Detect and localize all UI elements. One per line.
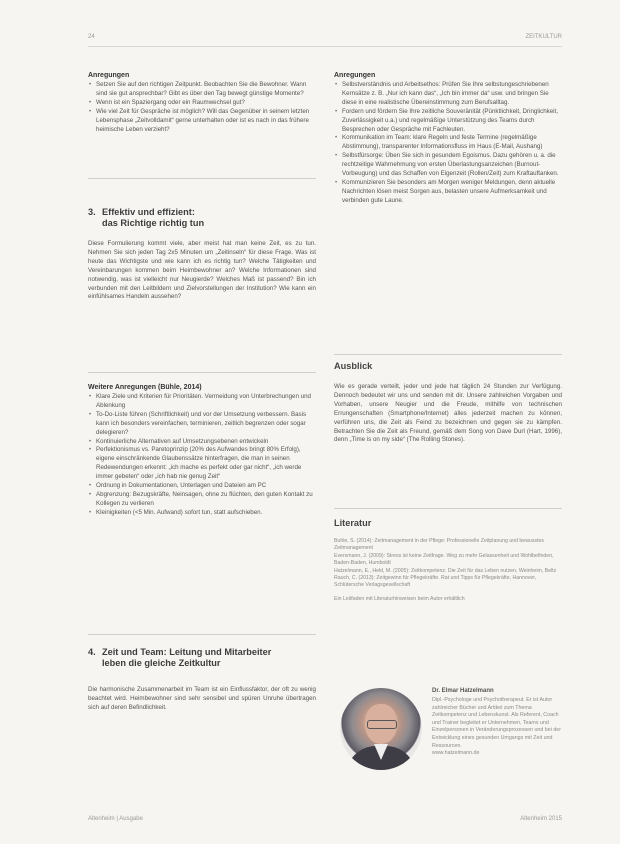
list-item: • Kommunizieren Sie besonders am Morgen weniger Meldungen, denn aktuelle Nachrichten lösen meist Sorgen aus, belasten unsere Aufmerksamkeit und verbinden gute Laune. [342, 179, 562, 206]
right-column [334, 72, 562, 206]
section-title-line1: Zeit und Team: Leitung und Mitarbeiter [102, 647, 272, 657]
list-item: • Ordnung in Dokumentationen, Unterlagen und Dateien am PC [96, 482, 316, 491]
literatur-heading: Literatur [334, 518, 372, 528]
list-item: • Setzen Sie auf den richtigen Zeitpunkt. Beobachten Sie die Bewohner. Wann sind sie gut ansprechbar? Gibt es über den Tag bewegt günstige Momente? [96, 81, 316, 99]
list-item: • Wie viel Zeit für Gespräche ist möglich? Will das Gegenüber in seinem letzten Lebensphase „Zeitvolldamit“ gerne unterhalten oder ist es nach in das frühere heimische Leben verzieht? [96, 108, 316, 135]
running-title: ZEITKULTUR [525, 34, 562, 40]
paragraph: Diese Formulierung kommt viele, aber meist hat man keine Zeit, es zu tun. Nehmen Sie sich jeden Tag 2x5 Minuten um „Zeitinseln“ für diese Frage. Was ist heute das Wichtigste und wie kann ich es richtig tun? Welche Tätigkeiten und Vereinbarungen kommen beim Heimbewohner an? Welche Informationen sind notwendig, was ist vielleicht nur Neugierde? Welches Maß ist passend? Bin ich verbunden mit den Leitbildern und Zielvorstellungen der Institution? Wie kann ein einfühlsames Handeln aussehen? [88, 240, 316, 301]
page-number: 24 [88, 34, 95, 40]
section-title-line2: das Richtige richtig tun [102, 218, 205, 228]
literature-note: Ein Leitfaden mit Literaturhinweisen beim Autor erhältlich [334, 595, 465, 602]
list-item: • Selbstfürsorge: Üben Sie sich in gesundem Egoismus. Dazu gehören u. a. die rechtzeitige Wahrnehmung von ersten Überlastungsanzeichen (Burnout-Vorbeugung) und das Schaffen von Eigenzeit (Rollen/Zeit) zum Kraftauftanken. [342, 152, 562, 179]
author-bio [432, 697, 562, 758]
weitere-anregungen [88, 384, 316, 518]
list-item: • Fordern und fördern Sie Ihre zeitliche Souveränität (Pünktlichkeit, Dringlichkeit, Zuverlässigkeit u.a.) und regelmäßige Unterstützung des Teams durch Besprechen oder Gespräche mit Fachleuten. [342, 108, 562, 135]
section-title-line2: leben die gleiche Zeitkultur [102, 658, 221, 668]
literature-entry: Rauch, C. (2013): Zeitgewinn für Pflegekräfte. Rat und Tipps für Pflegekräfte, Hannover, Schlütersche Verlagsgesellschaft [334, 575, 537, 589]
list-item: • To-Do-Liste führen (Schriftlichkeit) und vor der Umsetzung verbessern. Basis kann ich besonders vereinfachen, terminieren, zeitlich begrenzen oder sogar delegieren? [96, 411, 316, 438]
weitere-list [88, 393, 316, 518]
list-item: • Klare Ziele und Kriterien für Prioritäten. Vermeidung von Unterbrechungen und Ablenkung [96, 393, 316, 411]
paragraph: Die harmonische Zusammenarbeit im Team ist ein Einflussfaktor, der oft zu wenig beachtet wird. Heimbewohner sind sehr sensibel und spüren Unruhe übertragen sich auf deren Befindlichkeit. [88, 686, 316, 711]
section-4-heading [88, 647, 271, 669]
paragraph: Wie es gerade verteilt, jeder und jede hat täglich 24 Stunden zur Verfügung. Dennoch bedeutet wir uns und senden mit dir. Unsere zahlreichen Vorgaben und Vorhaben, unsere Neugier und die Freude, mithilfe von technischen Errungenschaften (Smartphone/Internet) alles jederzeit machen zu können, verführen uns, die Zeit als Feind zu bezeichnen und gegen sie zu kämpfen. Betrachten Sie die Zeit als Freund, gemäß dem Song von Dave Durl (Hart, 1996), denn „Time is on my side“ (The Rolling Stones). [334, 383, 562, 444]
literature-entry: Hatzelmann, E., Held, M. (2005): Zeitkompetenz. Die Zeit für das Leben nutzen, Weinheim, Beltz [334, 567, 557, 574]
author-name: Dr. Elmar Hatzelmann [432, 688, 494, 694]
author-photo [340, 688, 422, 770]
anregungen-list [334, 81, 562, 206]
header-rule [88, 46, 562, 47]
left-column [88, 72, 316, 134]
section-number: 3. [88, 207, 96, 217]
section-title-line1: Effektiv und effizient: [102, 207, 195, 217]
footer-left: Altenheim | Ausgabe [88, 816, 143, 822]
literature-entry: Eversmann, J. (2009): Stress ist keine Zeitfrage. Weg zu mehr Gelassenheit und Wohlbefinden, Baden-Baden, Humboldt [334, 552, 554, 567]
weitere-heading: Weitere Anregungen (Bühle, 2014) [88, 384, 202, 391]
divider [88, 178, 316, 179]
divider [334, 508, 562, 509]
literatur-list [334, 538, 562, 603]
author-bio-text: Dipl.-Psychologe und Psychotherapeut. Er ist Autor zahlreicher Bücher und Artikel zum Thema Zeitkompetenz und Lebenskunst. Als Referent, Coach und Trainer begleitet er Unternehmen, Teams und Einzelpersonen in Veränderungsprozessen und bei der Entwicklung eines gesunden Umgangs mit Zeit und Ressourcen. [432, 697, 561, 749]
photo-glasses [367, 720, 397, 729]
section-3-body [88, 240, 316, 302]
list-item: • Kleinigkeiten (<5 Min. Aufwand) sofort tun, statt aufschieben. [96, 509, 316, 518]
anregungen-heading: Anregungen [88, 72, 130, 79]
section-4-body [88, 686, 316, 713]
footer-right: Altenheim 2015 [520, 816, 562, 822]
list-item: • Kommunikation im Team: klare Regeln und feste Termine (regelmäßige Abstimmung), transparenter Informationsfluss im Haus (E-Mail, Aushang) [342, 134, 562, 152]
list-item: • Abgrenzung: Bezugskräfte, Neinsagen, ohne zu flüchten, den guten Kontakt zu Kollegen zu verlieren [96, 491, 316, 509]
ausblick-body [334, 383, 562, 445]
section-number: 4. [88, 647, 96, 657]
section-3-heading [88, 207, 204, 229]
author-website: www.hatzelmann.de [432, 750, 480, 757]
divider [88, 372, 316, 373]
divider [88, 634, 316, 635]
list-item: • Perfektionismus vs. Paretoprinzip (20% des Aufwandes bringt 80% Erfolg), eigene einschränkende Glaubenssätze hinterfragen, die man in seinen Redewendungen erkennt: „ich mache es perfekt oder gar nicht“, „ich werde immer gebeten“ oder „ich hab nie genug Zeit“ [96, 446, 316, 482]
anregungen-heading: Anregungen [334, 72, 376, 79]
anregungen-list [88, 81, 316, 134]
list-item: • Kontinuierliche Alternativen auf Umsetzungsebenen entwickeln [96, 438, 316, 447]
literature-entry: Buhle, S. (2014): Zeitmanagement in der Pflege: Professionelle Zeitplanung und bewusstes Zeitmanagement [334, 538, 544, 552]
divider [334, 354, 562, 355]
ausblick-heading: Ausblick [334, 361, 373, 371]
list-item: • Wenn ist ein Spaziergang oder ein Raumwechsel gut? [96, 99, 316, 108]
list-item: • Selbstverständnis und Arbeitsethos: Prüfen Sie Ihre selbstungeschriebenen Kernsätze z. B. „Nur ich kann das“, „Ich bin immer da“ usw. und bringen Sie diese in eine realistische Übereinstimmung zum Berufsalltag. [342, 81, 562, 108]
